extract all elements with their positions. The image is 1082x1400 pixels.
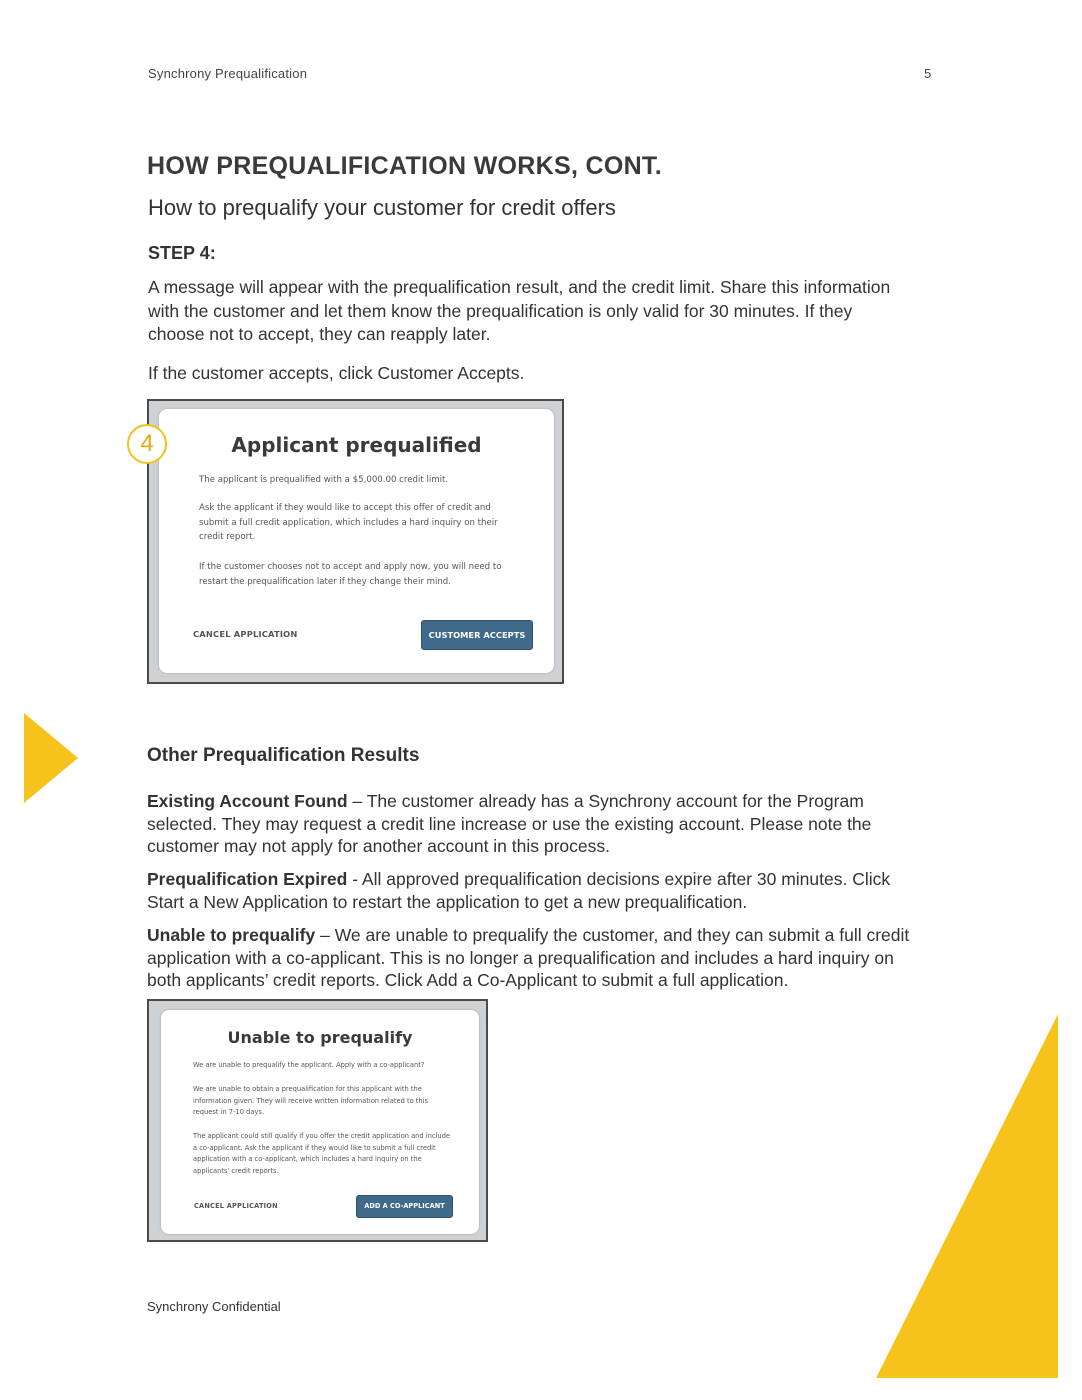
step-number-badge: 4 <box>127 424 167 464</box>
result-separator: - <box>347 869 362 889</box>
step-paragraph-2: If the customer accepts, click Customer Accepts. <box>148 363 525 383</box>
add-co-applicant-button[interactable]: ADD A CO-APPLICANT <box>356 1195 453 1218</box>
step-paragraph-1: A message will appear with the prequalification result, and the credit limit. Share this information with the customer and let them know the prequalification is only valid for 30 minutes. If they choose not to accept, they can reapply later. <box>148 277 891 344</box>
prequalified-dialog-line-3: If the customer chooses not to accept and apply now, you will need to restart the prequalification later if they change their mind. <box>199 562 502 587</box>
unable-dialog-title: Unable to prequalify <box>227 1028 413 1047</box>
result-description: We are unable to prequalify the customer, and they can submit a full credit application with a co-applicant. This is no longer a prequalification and includes a hard inquiry on both applicants’ credit reports. Click Add a Co-Applicant to submit a full application. <box>147 925 910 990</box>
cancel-application-button[interactable]: CANCEL APPLICATION <box>193 629 298 639</box>
result-description: The customer already has a Synchrony account for the Program selected. They may request a credit line increase or use the existing account. Please note the customer may not apply for another account in this process. <box>147 791 872 856</box>
prequalified-dialog <box>159 409 554 673</box>
result-existing-account <box>147 790 927 858</box>
unable-dialog-line-2: We are unable to obtain a prequalification for this applicant with the information given. They will receive written information related to this request in 7-10 days. <box>193 1085 428 1117</box>
document-header-title: Synchrony Prequalification <box>148 66 308 81</box>
result-unable-to-prequalify <box>147 924 927 992</box>
prequalified-dialog-screenshot <box>147 399 564 684</box>
result-separator: – <box>315 925 335 945</box>
page-number: 5 <box>924 66 932 81</box>
result-term: Prequalification Expired <box>147 869 348 889</box>
unable-dialog <box>161 1010 479 1234</box>
cancel-application-button[interactable]: CANCEL APPLICATION <box>194 1202 278 1210</box>
customer-accepts-button[interactable]: CUSTOMER ACCEPTS <box>421 620 533 650</box>
prequalified-dialog-line-1: The applicant is prequalified with a $5,000.00 credit limit. <box>199 475 449 485</box>
result-term: Existing Account Found <box>147 791 348 811</box>
yellow-arrow-decoration <box>24 713 80 803</box>
yellow-triangle-decoration <box>876 1014 1060 1378</box>
result-term: Unable to prequalify <box>147 925 316 945</box>
unable-dialog-line-3: The applicant could still qualify if you offer the credit application and include a co-applicant. Ask the applicant if they would like to submit a full credit application with a co-applicant, which includes a hard inquiry on the applicants' credit reports. <box>193 1132 451 1176</box>
prequalified-dialog-title: Applicant prequalified <box>231 433 482 457</box>
footer-confidential: Synchrony Confidential <box>147 1299 281 1314</box>
other-results-heading: Other Prequalification Results <box>147 745 420 766</box>
prequalified-dialog-line-2: Ask the applicant if they would like to accept this offer of credit and submit a full credit application, which includes a hard inquiry on their credit report. <box>199 503 498 542</box>
result-prequalification-expired <box>147 868 927 913</box>
unable-dialog-screenshot <box>147 999 488 1242</box>
page-subtitle: How to prequalify your customer for credit offers <box>148 195 616 220</box>
step-label: STEP 4: <box>148 243 216 263</box>
unable-dialog-line-1: We are unable to prequalify the applicant. Apply with a co-applicant? <box>193 1061 425 1069</box>
page-title: HOW PREQUALIFICATION WORKS, CONT. <box>147 152 662 180</box>
result-separator: – <box>347 791 367 811</box>
result-description: All approved prequalification decisions expire after 30 minutes. Click Start a New Application to restart the application to get a new prequalification. <box>147 869 891 912</box>
